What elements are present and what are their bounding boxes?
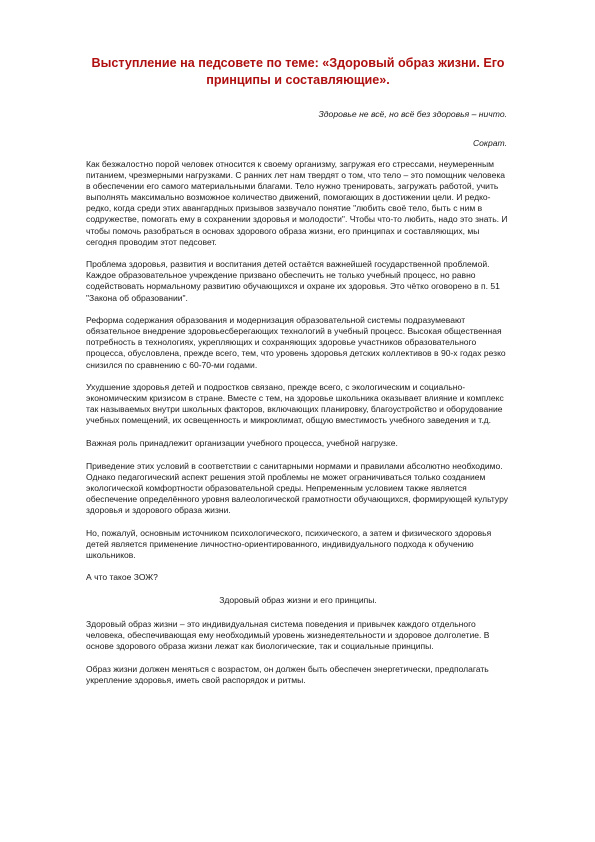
epigraph-author: Сократ. (472, 138, 507, 148)
paragraph: А что такое ЗОЖ? (86, 572, 158, 583)
paragraph: Проблема здоровья, развития и воспитания детей остаётся важнейшей государственной проблемой. Каждое образовательное учреждение призвано обеспечить не только учебный процесс, но равно содействовать нормальному развитию обучающихся и охране их здоровья. Это чётко оговорено в п. 51 "Закона об образовании". (86, 259, 500, 303)
epigraph-quote: Здоровье не всё, но всё без здоровья – ничто. (318, 109, 507, 119)
paragraph: Реформа содержания образования и модернизация образовательной системы подразумевают обязательное внедрение здоровьесберегающих технологий в учебный процесс. Высокая общественная потребность в технологиях, укрепляющих и сохраняющих здоровье участников образовательного процесса, обусловлена, прежде всего, тем, что уровень здоровья детских коллективов в 90-х годах резко снизился по сравнению с 60-70-ми годами. (86, 315, 506, 370)
paragraph: Но, пожалуй, основным источником психологического, психического, а затем и физического здоровья детей является применение личностно-ориентированного, индивидуального подхода к обучению школьников. (86, 527, 492, 560)
paragraph: Образ жизни должен меняться с возрастом, он должен быть обеспечен энергетически, предполагать укрепление здоровья, иметь свой распорядок и ритмы. (86, 663, 489, 685)
paragraph: Приведение этих условий в соответствии с санитарными нормами и правилами абсолютно необходимо. Однако педагогический аспект решения этой проблемы не может ограничиваться только созданием экологической комфортности образовательной среды. Непременным условием также является обеспечение определённого уровня валеологической грамотности обучающихся, формирующей культуру здоровья и здорового образа жизни. (86, 460, 509, 515)
paragraph: Здоровый образ жизни – это индивидуальная система поведения и привычек каждого отдельного человека, обеспечивающая ему необходимый уровень жизнедеятельности и здоровое долголетие. В основе здорового образа жизни лежат как биологические, так и социальные принципы. (86, 619, 490, 652)
paragraph: Ухудшение здоровья детей и подростков связано, прежде всего, с экологическим и социально-экономическим кризисом в стране. Вместе с тем, на здоровье школьника оказывает влияние и комплекс так называемых внутри школьных факторов, включающих планировку, благоустройство и оборудование учебных помещений, их освещенность и микроклимат, общую вместимость учебного заведения и т.д. (86, 382, 504, 426)
document-body (86, 159, 510, 697)
section-subheading: Здоровый образ жизни и его принципы. (219, 594, 377, 605)
paragraph: Важная роль принадлежит организации учебного процесса, учебной нагрузке. (86, 437, 398, 448)
paragraph: Как безжалостно порой человек относится к своему организму, загружая его стрессами, неумеренным питанием, чрезмерными нагрузками. С ранних лет нам твердят о том, что тело – это помощник человека в обеспечении его самого материальными благами. Тело нужно тренировать, загружать работой, учить выполнять максимально возможное количество движений, помогающих в достижении цели. И редко-редко, когда среди этих авангардных призывов зазвучало понятие "любить своё тело, быть с ним в содружестве, помогать ему в сохранении здоровья и молодости". Чтобы что-то любить, надо это знать. И чтобы помочь разобраться в основах здорового образа жизни, его принципах и составляющих, мы сегодня проводим этот педсовет. (86, 159, 508, 247)
document-title: Выступление на педсовете по теме: «Здоровый образ жизни. Его принципы и составляющие». (91, 56, 505, 87)
